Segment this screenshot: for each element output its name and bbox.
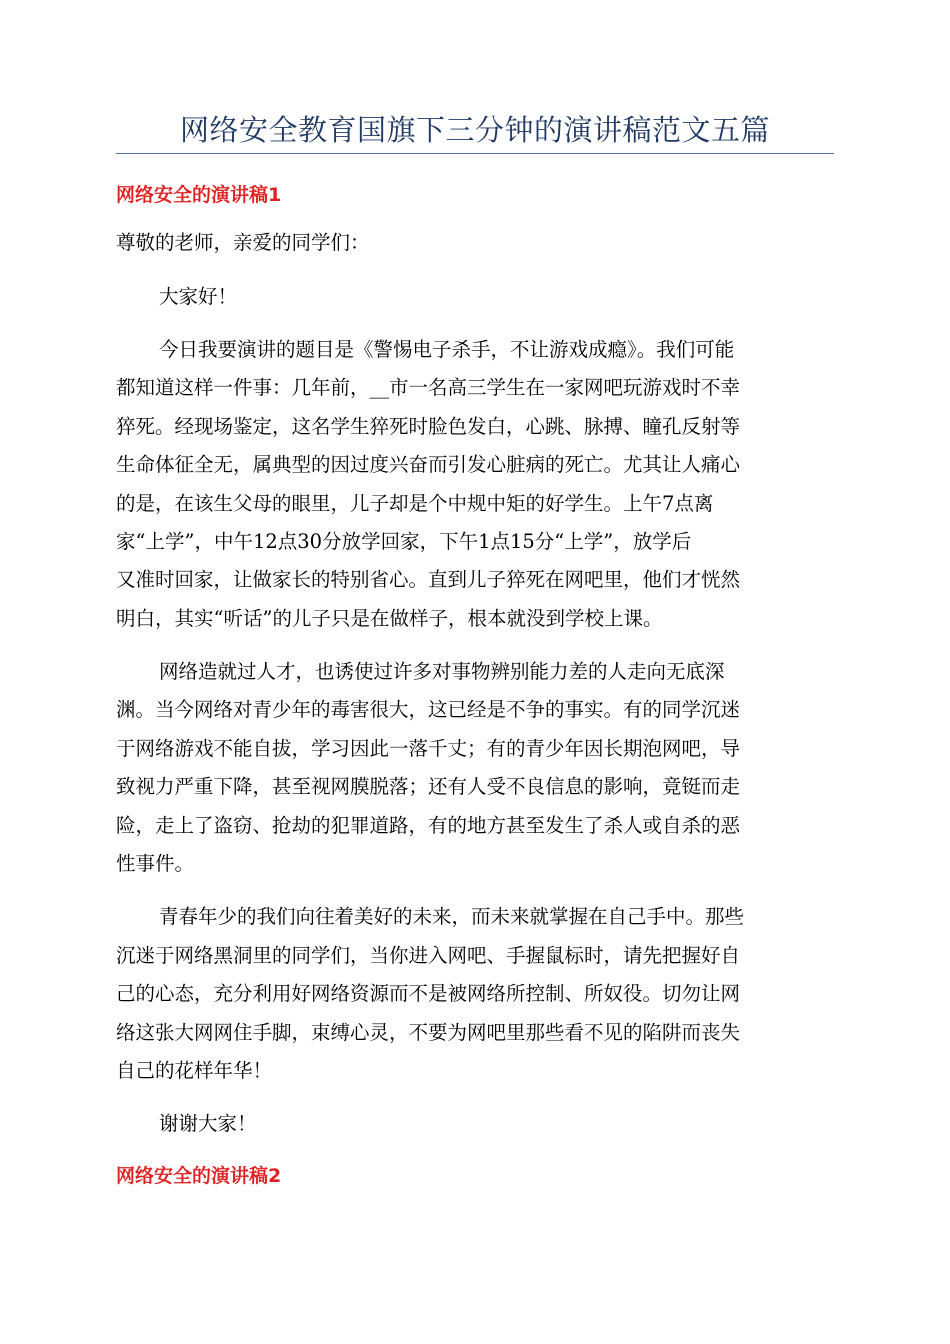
paragraph-line: 己的心态，充分利用好网络资源而不是被网络所控制、所奴役。切勿让网 (116, 982, 741, 1005)
paragraph-line: 网络造就过人才，也诱使过许多对事物辨别能力差的人走向无底深 (159, 660, 725, 683)
paragraph-line: 自己的花样年华！ (116, 1059, 273, 1082)
paragraph-line: 于网络游戏不能自拔，学习因此一落千丈；有的青少年因长期泡网吧，导 (116, 737, 741, 760)
salutation: 尊敬的老师，亲爱的同学们： (116, 231, 370, 254)
paragraph-line: 性事件。 (116, 852, 195, 875)
document-title: 网络安全教育国旗下三分钟的演讲稿范文五篇 (179, 113, 770, 147)
section-heading-2: 网络安全的演讲稿2 (116, 1165, 282, 1187)
paragraph-line: 猝死。经现场鉴定，这名学生猝死时脸色发白，心跳、脉搏、瞳孔反射等 (116, 415, 741, 438)
paragraph-line: 生命体征全无，属典型的因过度兴奋而引发心脏病的死亡。尤其让人痛心 (116, 453, 741, 476)
paragraph-line: 络这张大网网住手脚，束缚心灵，不要为网吧里那些看不见的陷阱而丧失 (116, 1021, 741, 1044)
paragraph-line: 都知道这样一件事：几年前，__市一名高三学生在一家网吧玩游戏时不幸 (116, 376, 741, 399)
paragraph-line: 明白，其实“听话”的儿子只是在做样子，根本就没到学校上课。 (116, 607, 663, 630)
title-underline (116, 153, 834, 154)
paragraph-line: 的是，在该生父母的眼里，儿子却是个中规中矩的好学生。上午7点离 (116, 492, 714, 515)
paragraph-line: 沉迷于网络黑洞里的同学们，当你进入网吧、手握鼠标时，请先把握好自 (116, 944, 741, 967)
paragraph-line: 渊。当今网络对青少年的毒害很大，这已经是不争的事实。有的同学沉迷 (116, 698, 741, 721)
paragraph-line: 险，走上了盗窃、抢劫的犯罪道路，有的地方甚至发生了杀人或自杀的恶 (116, 814, 741, 837)
closing: 谢谢大家！ (159, 1112, 257, 1135)
paragraph-line: 致视力严重下降，甚至视网膜脱落；还有人受不良信息的影响，竟铤而走 (116, 775, 741, 798)
paragraph-line: 家“上学”，中午12点30分放学回家，下午1点15分“上学”，放学后 (116, 530, 692, 553)
paragraph-line: 青春年少的我们向往着美好的未来，而未来就掌握在自己手中。那些 (159, 905, 745, 928)
greeting: 大家好！ (159, 285, 238, 308)
paragraph-line: 今日我要演讲的题目是《警惕电子杀手，不让游戏成瘾》。我们可能 (159, 338, 735, 361)
paragraph-line: 又准时回家，让做家长的特别省心。直到儿子猝死在网吧里，他们才恍然 (116, 568, 741, 591)
section-heading-1: 网络安全的演讲稿1 (116, 184, 282, 206)
